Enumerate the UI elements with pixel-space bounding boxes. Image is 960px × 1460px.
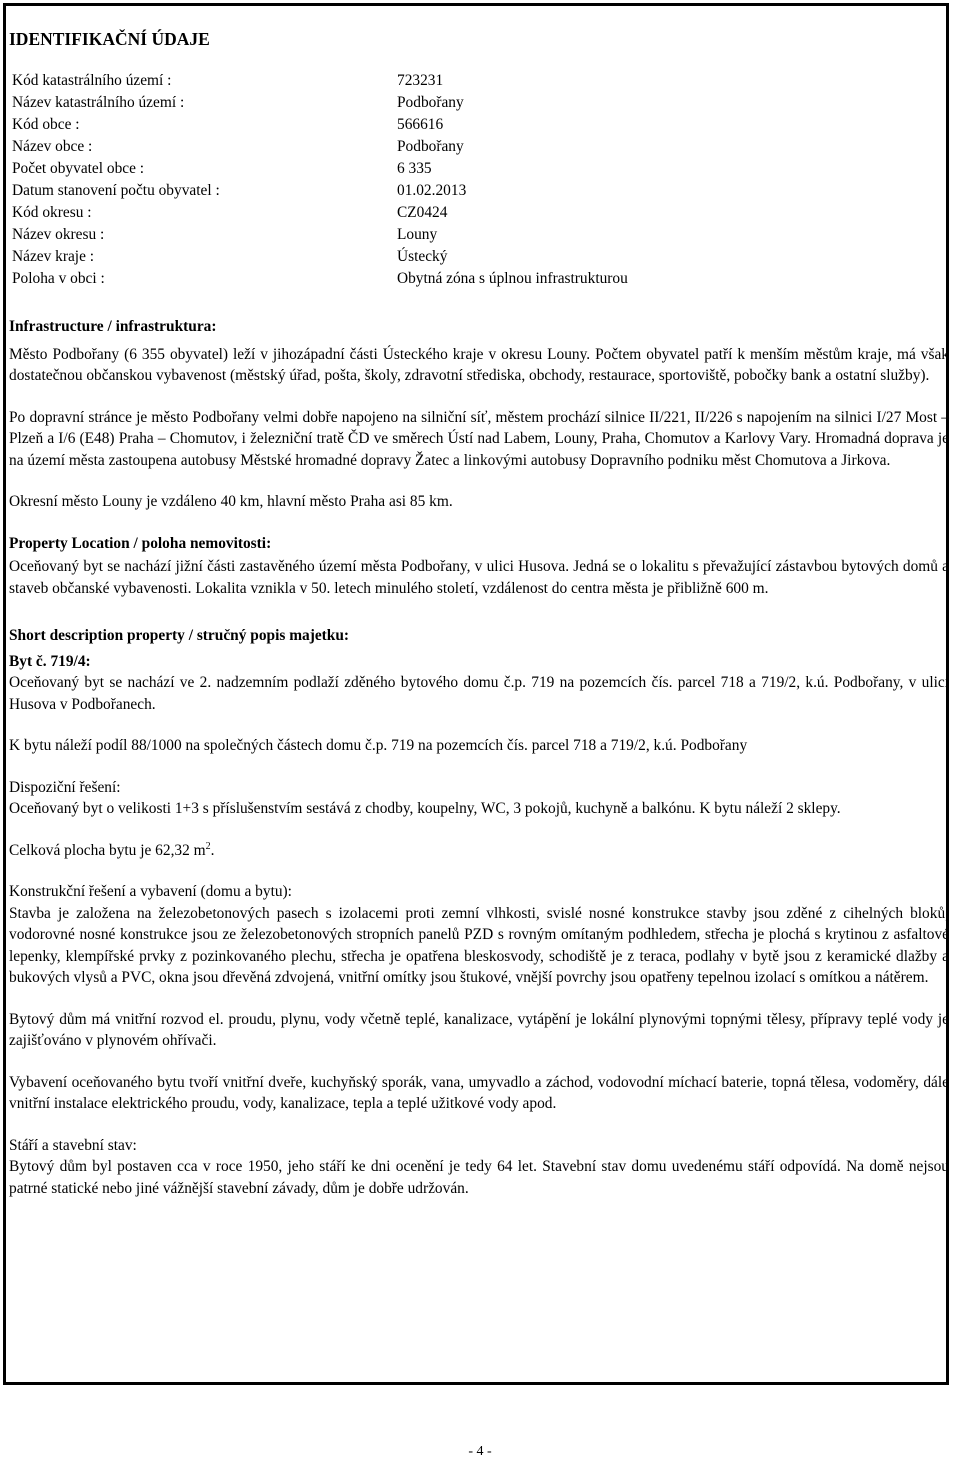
- area-superscript: 2: [205, 840, 211, 852]
- distance-paragraph: Okresní město Louny je vzdáleno 40 km, hlavní město Praha asi 85 km.: [9, 493, 453, 510]
- ident-value: 566616: [397, 116, 444, 133]
- transport-paragraph: Po dopravní stránce je město Podbořany velmi dobře napojeno na silniční síť, městem prochází silnice II/221, II/226 s napojením na silnici I/27 Most – Plzeň a I/6 (E48) Praha – Chomutov, i železniční tratě ČD ve směrech Ústí nad Labem, Louny, Praha, Chomutov a Karlovy Vary. Hromadná doprava je na území města zastoupena autobusy Městské hromadné dopravy Žatec a linkovými autobusy Dopravního podniku měst Chomutova a Jirkova.: [9, 408, 949, 469]
- ident-row: [12, 158, 949, 180]
- layout-paragraph: Oceňovaný byt o velikosti 1+3 s příslušenstvím sestává z chodby, koupelny, WC, 3 pokojů, kuchyně a balkónu. K bytu náleží 2 sklepy.: [9, 800, 841, 817]
- age-label: Stáří a stavební stav:: [9, 1136, 137, 1154]
- ident-label: Název okresu :: [12, 226, 105, 243]
- unit-paragraph: Oceňovaný byt se nachází ve 2. nadzemním podlaží zděného bytového domu č.p. 719 na pozemcích čís. parcel 718 a 719/2, k.ú. Podbořany, v ulici Husova v Podbořanech.: [9, 674, 949, 713]
- location-paragraph: Oceňovaný byt se nachází jižní části zastavěného území města Podbořany, v ulici Husova. Jedná se o lokalitu s převažující zástavbou bytových domů a staveb občanské vybavenosti. Lokalita vznikla v 50. letech minulého století, vzdálenost do centra města je přibližně 600 m.: [9, 558, 949, 597]
- construction-paragraph: Stavba je založena na železobetonových pasech s izolacemi proti zemní vlhkosti, svislé nosné konstrukce stavby jsou zděné z cihelných bloků, vodorovné nosné konstrukce jsou ze železobetonových stropních panelů PZD s rovným omítaným podhledem, střecha je plochá s krytinou z asfaltové lepenky, klempířské prvky z pozinkovaného plechu, střecha je opatřena bleskosvody, schodiště je z teraca, podlahy v bytě jsou z keramické dlažby a bukových vlysů a PVC, okna jsou dřevěná zdvojená, vnitřní omítky jsou štukové, vnější povrchy jsou opatřeny tepelnou izolací s omítkou a nátěrem.: [9, 904, 949, 986]
- ident-label: Kód katastrálního území :: [12, 72, 172, 89]
- location-heading: Property Location / poloha nemovitosti:: [9, 534, 272, 552]
- ident-value: 723231: [397, 72, 444, 89]
- document-body: [9, 28, 949, 1199]
- ident-row: [12, 246, 949, 268]
- page-number: - 4 -: [468, 1444, 492, 1459]
- identification-table: [12, 70, 949, 290]
- ident-row: [12, 224, 949, 246]
- ident-row: [12, 180, 949, 202]
- utilities-paragraph: Bytový dům má vnitřní rozvod el. proudu, plynu, vody včetně teplé, kanalizace, vytápění je lokální plynovými topnými tělesy, přípravy teplé vody je zajišťováno v plynovém ohřívači.: [9, 1010, 949, 1049]
- area-end: .: [210, 841, 215, 859]
- ident-value: Obytná zóna s úplnou infrastrukturou: [397, 270, 628, 287]
- ident-row: [12, 114, 949, 136]
- ident-row: [12, 70, 949, 92]
- share-paragraph: K bytu náleží podíl 88/1000 na společných částech domu č.p. 719 na pozemcích čís. parcel 718 a 719/2, k.ú. Podbořany: [9, 737, 748, 754]
- infrastructure-paragraph: Město Podbořany (6 355 obyvatel) leží v jihozápadní části Ústeckého kraje v okresu Louny. Počtem obyvatel patří k menším městům kraje, má však dostatečnou občanskou vybavenost (městský úřad, pošta, školy, zdravotní střediska, obchody, restaurace, sportoviště, pobočky bank a ostatní služby).: [9, 345, 949, 384]
- description-heading: Short description property / stručný popis majetku:: [9, 627, 350, 644]
- ident-value: Podbořany: [397, 94, 464, 111]
- ident-value: Louny: [397, 226, 438, 243]
- ident-row: [12, 202, 949, 224]
- layout-label: Dispoziční řešení:: [9, 778, 121, 796]
- ident-label: Název kraje :: [12, 248, 95, 265]
- equipment-paragraph: Vybavení oceňovaného bytu tvoří vnitřní dveře, kuchyňský sporák, vana, umyvadlo a záchod, vodovodní míchací baterie, topná tělesa, vodoměry, dále vnitřní instalace elektrického proudu, vody, kanalizace, tepla a teplé užitkové vody apod.: [9, 1073, 949, 1112]
- area-text: Celková plocha bytu je 62,32 m: [9, 841, 206, 859]
- ident-label: Kód obce :: [12, 116, 80, 133]
- ident-value: Ústecký: [397, 248, 448, 265]
- ident-value: 01.02.2013: [397, 182, 467, 199]
- ident-value: 6 335: [397, 160, 432, 177]
- ident-row: [12, 92, 949, 114]
- construction-label: Konstrukční řešení a vybavení (domu a bytu):: [9, 883, 292, 900]
- ident-label: Kód okresu :: [12, 204, 92, 221]
- unit-heading: Byt č. 719/4:: [9, 652, 91, 670]
- ident-row: [12, 136, 949, 158]
- ident-label: Datum stanovení počtu obyvatel :: [12, 182, 220, 199]
- ident-label: Název obce :: [12, 138, 93, 155]
- ident-label: Počet obyvatel obce :: [12, 160, 145, 177]
- ident-label: Název katastrálního území :: [12, 94, 185, 111]
- infrastructure-heading: Infrastructure / infrastruktura:: [9, 318, 217, 335]
- ident-value: Podbořany: [397, 138, 464, 155]
- ident-row: [12, 268, 949, 290]
- ident-value: CZ0424: [397, 204, 448, 221]
- ident-label: Poloha v obci :: [12, 270, 105, 287]
- age-paragraph: Bytový dům byl postaven cca v roce 1950, jeho stáří ke dni ocenění je tedy 64 let. Stavební stav domu uvedenému stáří odpovídá. Na domě nejsou patrné statické nebo jiné vážnější stavební závady, dům je dobře udržován.: [9, 1158, 949, 1197]
- area-paragraph: [9, 840, 949, 862]
- page-title: IDENTIFIKAČNÍ ÚDAJE: [9, 29, 210, 49]
